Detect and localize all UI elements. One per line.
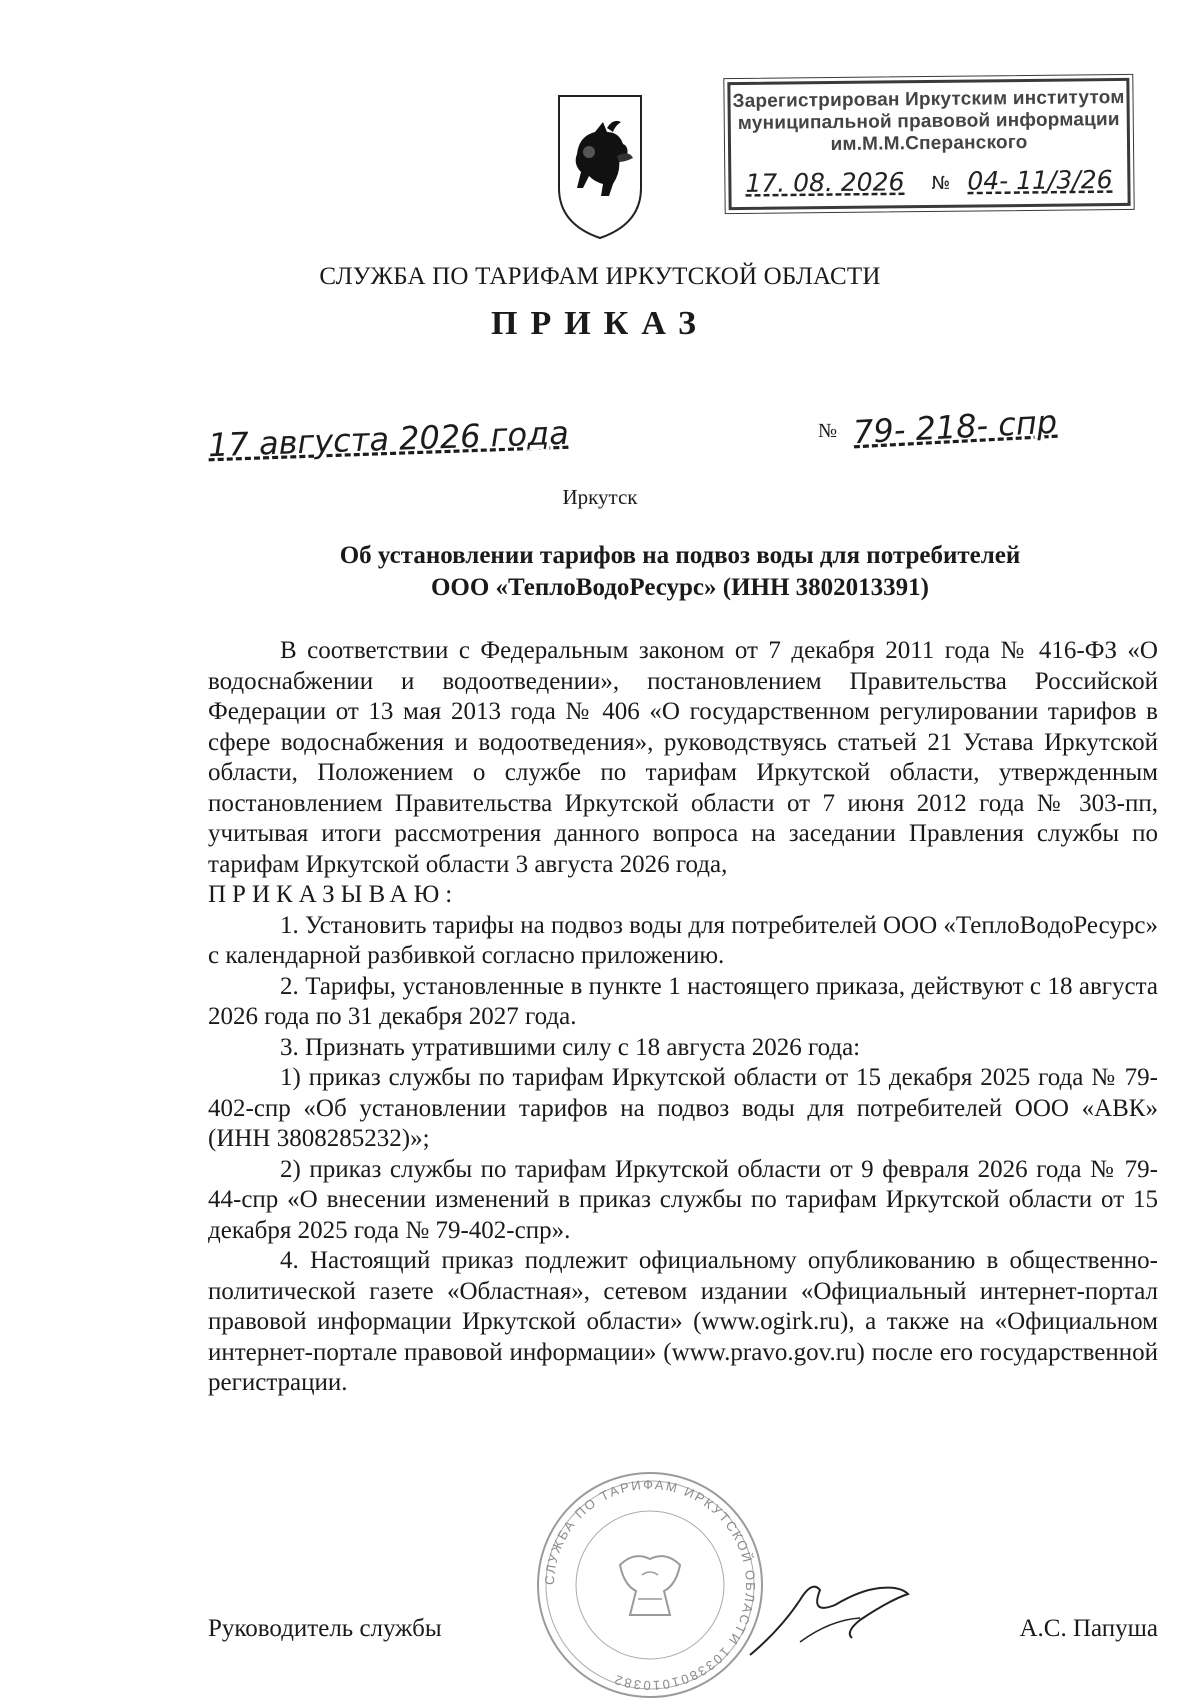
stamp-number-label: №	[931, 172, 951, 194]
clause-3: 3. Признать утратившими силу с 18 августа 2026 года:	[280, 1033, 861, 1061]
preamble-paragraph: В соответствии с Федеральным законом от 7 декабря 2011 года № 416-ФЗ «О водоснабжении и водоотведении», постановлением Правительства Российской Федерации от 13 мая 2013 года № 406 «О государственном регулировании тарифов в сфере водоснабжения и водоотведения», руководствуясь статьей 21 Устава Иркутской области, Положением о службе по тарифам Иркутской области, утвержденным постановлением Правительства Иркутской области от 7 июня 2012 года № 303-пп, учитывая итоги рассмотрения данного вопроса на заседании Правления службы по тарифам Иркутской области 3 августа 2026 года,	[208, 637, 1158, 878]
official-seal-icon	[530, 1465, 770, 1705]
stamp-registration-date: 17. 08. 2026	[745, 167, 905, 198]
coat-of-arms-icon	[555, 92, 645, 242]
title-line-2: ООО «ТеплоВодоРесурс» (ИНН 3802013391)	[430, 574, 930, 601]
order-date: 17 августа 2026 года	[207, 413, 570, 465]
svg-text:СЛУЖБА ПО ТАРИФАМ ИРКУТСКОЙ ОБ	[542, 1477, 758, 1693]
order-number: 79- 218- спр	[852, 402, 1058, 452]
clause-3-2: 2) приказ службы по тарифам Иркутской области от 9 февраля 2026 года № 79-44-спр «О внесении изменений в приказ службы по тарифам Иркутской области от 15 декабря 2025 года № 79-402-спр».	[208, 1155, 1158, 1244]
clause-4: 4. Настоящий приказ подлежит официальному опубликованию в общественно-политической газете «Областная», сетевом издании «Официальный интернет-портал правовой информации Иркутской области» (www.ogirk.ru), а также на «Официальном интернет-портале правовой информации» (www.pravo.gov.ru) после его государственной регистрации.	[208, 1247, 1158, 1396]
clause-2: 2. Тарифы, установленные в пункте 1 настоящего приказа, действуют с 18 августа 2026 года по 31 декабря 2027 года.	[208, 972, 1158, 1030]
stamp-line-3: им.М.М.Сперанского	[830, 131, 1028, 156]
registration-stamp	[727, 78, 1130, 210]
title-line-1: Об установлении тарифов на подвоз воды для потребителей	[339, 542, 1021, 569]
seal-text: СЛУЖБА ПО ТАРИФАМ ИРКУТСКОЙ ОБЛАСТИ 1033801010382	[541, 1476, 759, 1694]
agency-name: СЛУЖБА ПО ТАРИФАМ ИРКУТСКОЙ ОБЛАСТИ	[319, 263, 881, 290]
signer-name: А.С. Папуша	[1019, 1615, 1158, 1642]
document-type: ПРИКАЗ	[491, 305, 709, 342]
document-body	[208, 636, 1158, 1399]
handwritten-signature-icon	[740, 1560, 940, 1660]
order-number-label: №	[818, 420, 838, 442]
document-title	[200, 540, 1160, 604]
clause-3-1: 1) приказ службы по тарифам Иркутской области от 15 декабря 2025 года № 79-402-спр «Об установлении тарифов на подвоз воды для потребителей ООО «АВК» (ИНН 3808285232)»;	[208, 1064, 1158, 1152]
stamp-registration-number: 04- 11/3/26	[967, 165, 1113, 196]
stamp-line-2: муниципальной правовой информации	[737, 109, 1120, 135]
stamp-line-1: Зарегистрирован Иркутским институтом	[732, 86, 1125, 113]
city: Иркутск	[562, 485, 638, 509]
clause-1: 1. Установить тарифы на подвоз воды для потребителей ООО «ТеплоВодоРесурс» с календарной разбивкой согласно приложению.	[208, 911, 1158, 969]
signer-position: Руководитель службы	[208, 1615, 442, 1642]
order-word: ПРИКАЗЫВАЮ:	[208, 881, 459, 908]
